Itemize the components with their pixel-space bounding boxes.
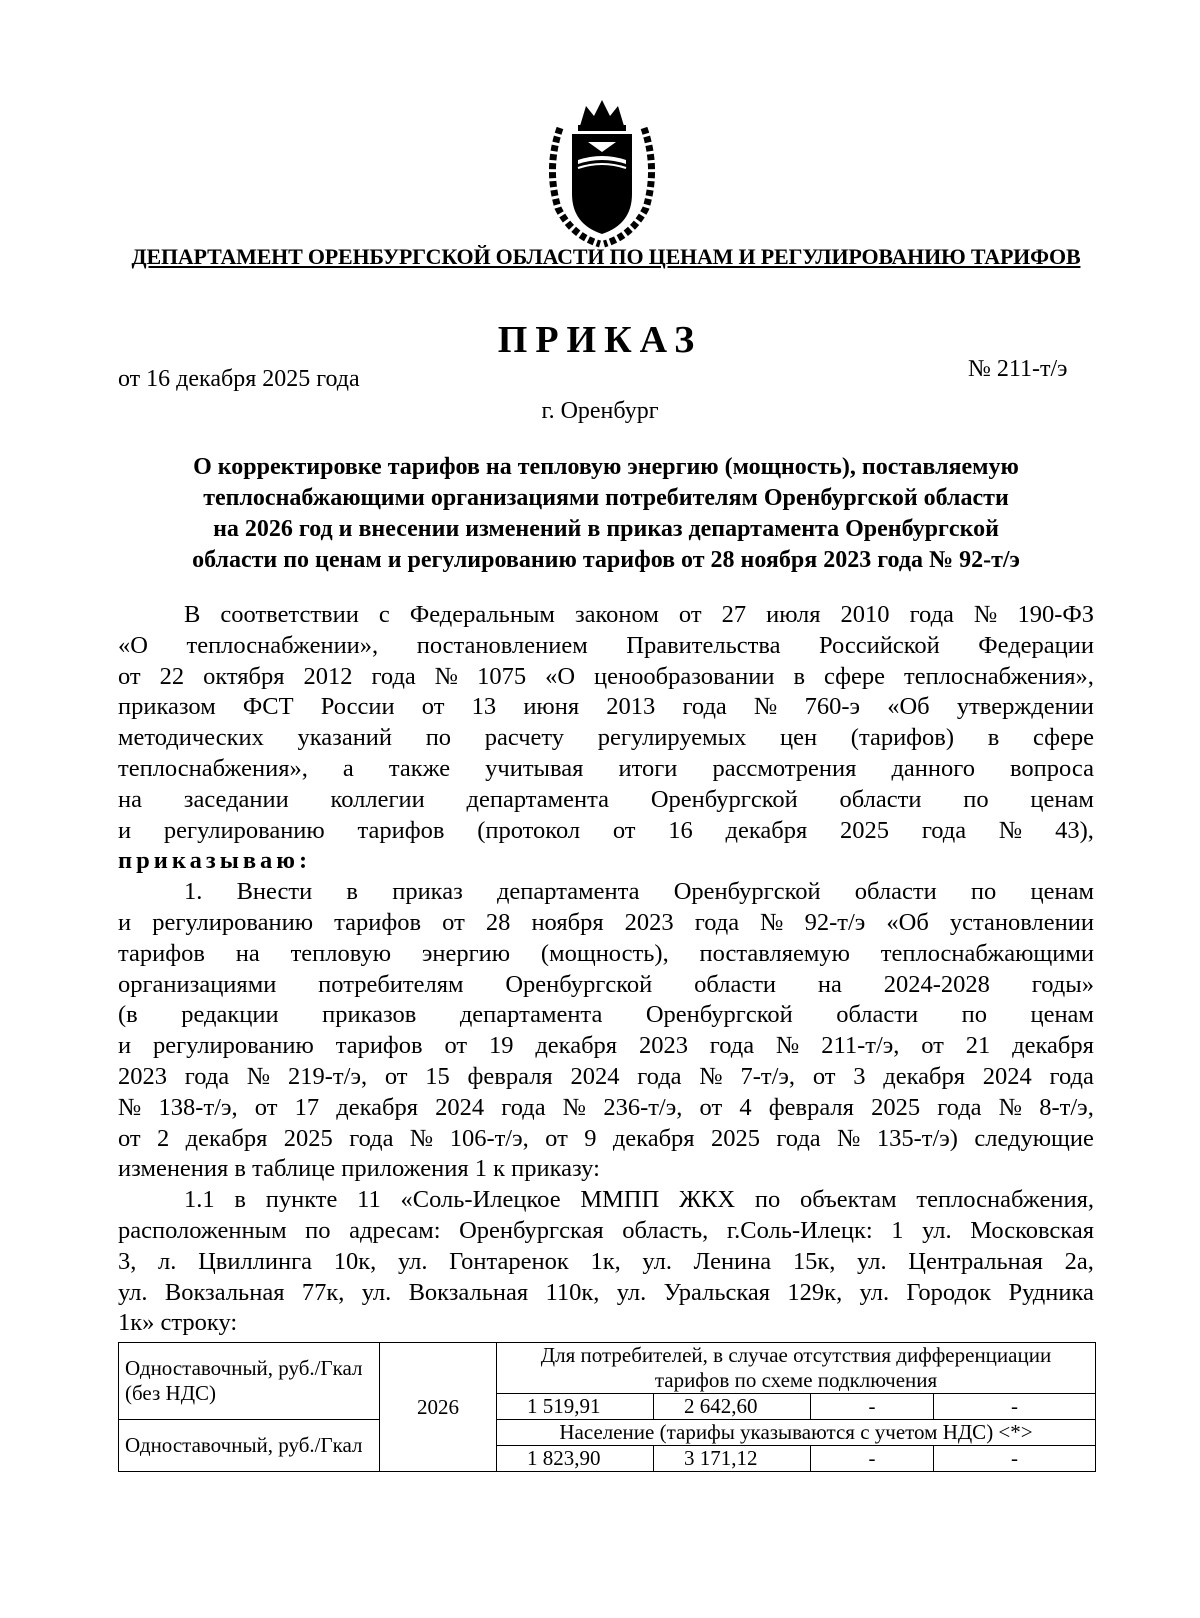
word: 2	[157, 1124, 170, 1152]
word: от	[444, 1032, 468, 1060]
word: ценообразовании	[594, 662, 775, 690]
word: ул.	[118, 1278, 148, 1306]
word: 3	[853, 1062, 866, 1090]
word: №	[699, 1062, 723, 1090]
order-body	[118, 600, 1094, 1339]
word: года	[694, 908, 740, 936]
word: Гонтаренок	[449, 1247, 569, 1275]
word: июля	[766, 601, 821, 628]
paragraph-line	[118, 970, 1094, 1001]
word: 2025	[283, 1124, 333, 1152]
word: утверждении	[956, 693, 1094, 721]
word: от	[612, 816, 636, 844]
word: №	[760, 908, 784, 936]
word: энергию	[421, 939, 511, 967]
word: департамента	[459, 1001, 603, 1029]
word: годы»	[1031, 970, 1094, 998]
word: декабря	[1012, 1032, 1094, 1060]
word: ул.	[922, 1216, 952, 1244]
word: №	[837, 1124, 861, 1152]
word: (тарифов)	[850, 724, 955, 752]
paragraph-line-text: 1к» строку:	[118, 1309, 238, 1337]
word: 2013	[606, 693, 656, 721]
word: Рудника	[1008, 1278, 1094, 1306]
word: №	[998, 1093, 1023, 1121]
word: ул.	[642, 1247, 672, 1275]
word: 129к,	[787, 1278, 843, 1306]
word: 2023	[118, 1062, 167, 1090]
word: декабря	[883, 1062, 965, 1090]
paragraph-line	[118, 908, 1094, 939]
word: 22	[159, 662, 185, 690]
order-city: г. Оренбург	[541, 398, 659, 424]
paragraph-line-text: изменения в таблице приложения 1 к приказу:	[118, 1155, 600, 1183]
word: в	[234, 1186, 246, 1214]
word: департамента	[466, 785, 610, 813]
paragraph-item-1-1	[118, 1185, 1094, 1308]
word: ценам	[1030, 785, 1094, 813]
paragraph-line	[118, 1308, 1094, 1339]
word: редакции	[181, 1001, 279, 1029]
word: по	[961, 1001, 987, 1029]
word: от	[678, 601, 702, 628]
word: от	[118, 662, 141, 690]
subject-line: области по ценам и регулированию тарифов от 28 ноября 2023 года № 92-т/э	[192, 547, 1020, 573]
word: области	[836, 1001, 919, 1029]
word: регулируемых	[597, 724, 747, 752]
word: №	[409, 1124, 434, 1152]
word: Оренбургской	[505, 970, 653, 998]
tariff-value-cell: 3 171,12	[654, 1446, 811, 1472]
word: (в	[118, 1001, 138, 1029]
word: сфере	[1032, 724, 1094, 752]
paragraph-line	[118, 662, 1094, 693]
word: на	[235, 939, 260, 967]
word: сфере	[823, 662, 886, 690]
word: Оренбургской	[645, 1001, 793, 1029]
word: от	[545, 1124, 568, 1152]
word: 110к,	[545, 1278, 600, 1306]
word: 27	[721, 601, 747, 628]
word: №	[434, 662, 459, 690]
word: ММПП	[580, 1186, 660, 1214]
word: адресам:	[349, 1216, 441, 1244]
word: Оренбургской	[673, 878, 821, 906]
paragraph-line	[118, 785, 1094, 816]
paragraph-line	[118, 1000, 1094, 1031]
word: тарифов	[334, 908, 422, 936]
tariff-value-cell: 1 823,90	[497, 1446, 654, 1472]
word: от	[921, 1032, 944, 1060]
word: область,	[622, 1216, 709, 1244]
tariff-table	[118, 1342, 1096, 1472]
paragraph-preamble	[118, 600, 1094, 846]
paragraph-line	[118, 692, 1094, 723]
word: Цвиллинга	[198, 1247, 313, 1275]
paragraph-line	[118, 939, 1094, 970]
word: февраля	[768, 1093, 854, 1121]
word: учитывая	[485, 754, 584, 782]
tariff-value-cell: -	[811, 1394, 934, 1420]
word: Правительства	[626, 631, 781, 659]
word: 19	[488, 1032, 514, 1060]
word: «Соль-Илецкое	[400, 1186, 561, 1214]
word: 1.1	[184, 1186, 215, 1214]
word: в	[346, 878, 358, 906]
word: теплоснабжении»,	[186, 631, 379, 659]
word: от	[442, 908, 465, 936]
tariff-value-cell: 2 642,60	[654, 1394, 811, 1420]
word: 190-ФЗ	[1017, 601, 1094, 628]
word: от	[699, 1093, 723, 1121]
tariff-type-cell: Одноставочный, руб./Гкал (без НДС)	[119, 1343, 380, 1420]
word: по	[754, 1186, 781, 1214]
word: с	[378, 601, 390, 628]
word: 1	[891, 1216, 904, 1244]
word: 138-т/э,	[158, 1093, 238, 1121]
word: области	[854, 878, 937, 906]
word: 2024	[570, 1062, 620, 1090]
word: 2024	[435, 1093, 485, 1121]
word: года	[349, 1124, 394, 1152]
word: 8-т/э,	[1039, 1093, 1094, 1121]
paragraph-line	[118, 1031, 1094, 1062]
word: «Об	[886, 908, 929, 936]
word: 43),	[1055, 816, 1094, 844]
paragraph-line	[118, 877, 1094, 908]
word: регулированию	[152, 1032, 314, 1060]
word: ценам	[1030, 878, 1094, 906]
word: пункте	[265, 1186, 338, 1214]
word: Оренбургская	[459, 1216, 604, 1244]
word: России	[320, 693, 395, 721]
tariff-type-cell: Одноставочный, руб./Гкал	[119, 1420, 380, 1472]
word: 11	[357, 1186, 381, 1214]
word: ЖКХ	[679, 1186, 736, 1214]
word: от	[118, 1124, 141, 1152]
word: (протокол	[477, 816, 581, 844]
word: теплоснабжения»,	[904, 662, 1094, 690]
paragraph-line	[118, 631, 1094, 662]
tariff-value-cell: -	[934, 1446, 1096, 1472]
word: по	[305, 1216, 331, 1244]
word: Федерации	[978, 631, 1094, 659]
word: поставляемую	[699, 939, 850, 967]
word: 1к,	[590, 1247, 621, 1275]
word: вопроса	[1010, 754, 1094, 782]
word: Вокзальная	[408, 1278, 529, 1306]
word: №	[974, 601, 998, 628]
word: 4	[739, 1093, 752, 1121]
word: 1.	[184, 878, 203, 906]
word: Центральная	[908, 1247, 1043, 1275]
word: №	[118, 1093, 142, 1121]
word: по	[425, 724, 452, 752]
consumer-group-header: Для потребителей, в случае отсутствия дифференциации тарифов по схеме подключения	[497, 1343, 1096, 1394]
word: расчету	[484, 724, 565, 752]
word: тарифов	[335, 1032, 423, 1060]
word: тарифов	[118, 939, 205, 967]
subject-line: О корректировке тарифов на тепловую энергию (мощность), поставляемую	[193, 454, 1019, 480]
word: тепловую	[290, 939, 392, 967]
word: объектам	[799, 1186, 897, 1214]
table-row	[119, 1343, 1096, 1394]
word: методических	[118, 724, 264, 752]
word: по	[963, 785, 989, 813]
word: 3,	[118, 1247, 137, 1275]
tariff-value-cell: -	[934, 1394, 1096, 1420]
word: декабря	[612, 1124, 695, 1152]
word: в	[987, 724, 1000, 752]
word: приказ	[392, 878, 463, 906]
paragraph-line	[118, 816, 1094, 847]
word: года	[371, 662, 416, 690]
word: итоги	[618, 754, 678, 782]
word: декабря	[185, 1124, 268, 1152]
word: 21	[965, 1032, 991, 1060]
word: от	[254, 1093, 278, 1121]
word: области	[839, 785, 922, 813]
word: на	[817, 970, 842, 998]
word: Оренбургской	[650, 785, 798, 813]
word: ул.	[859, 1278, 890, 1306]
word: приказом	[118, 693, 216, 721]
word: года	[776, 1124, 821, 1152]
word: №	[775, 1032, 800, 1060]
paragraph-line	[118, 1185, 1094, 1216]
word: ценам	[1030, 1001, 1094, 1029]
word: 135-т/э)	[876, 1124, 958, 1152]
word: Московская	[970, 1216, 1094, 1244]
word: постановлением	[416, 631, 588, 659]
word: цен	[780, 724, 818, 752]
paragraph-line	[118, 600, 1094, 631]
word: на	[118, 785, 142, 813]
word: теплоснабжающими	[880, 939, 1094, 967]
year-cell: 2026	[380, 1343, 497, 1472]
word: 2010	[840, 601, 890, 628]
department-name: ДЕПАРТАМЕНТ ОРЕНБУРГСКОЙ ОБЛАСТИ ПО ЦЕНАМ И РЕГУЛИРОВАНИЮ ТАРИФОВ	[131, 244, 1081, 269]
word: 10к,	[333, 1247, 377, 1275]
word: потребителям	[318, 970, 464, 998]
word: от	[812, 1062, 836, 1090]
word: «О	[545, 662, 576, 690]
word: установлении	[949, 908, 1094, 936]
word: 77к,	[301, 1278, 345, 1306]
word: №	[562, 1093, 587, 1121]
paragraph-line	[118, 723, 1094, 754]
word: Внести	[236, 878, 313, 906]
word: Ленина	[693, 1247, 772, 1275]
document-type: ПРИКАЗ	[497, 319, 703, 361]
word: ноября	[531, 908, 604, 936]
word: июня	[523, 693, 580, 721]
word: а	[342, 754, 354, 782]
word: 15к,	[792, 1247, 836, 1275]
word: №	[754, 693, 778, 721]
word: ул.	[361, 1278, 392, 1306]
tariff-value-cell: 1 519,91	[497, 1394, 654, 1420]
order-subject	[118, 452, 1094, 576]
word: года	[709, 1032, 755, 1060]
word: 17	[294, 1093, 320, 1121]
word: 2025	[840, 816, 890, 844]
word: Уральская	[663, 1278, 771, 1306]
word: ул.	[616, 1278, 647, 1306]
word: 9	[584, 1124, 597, 1152]
paragraph-line	[118, 1216, 1094, 1247]
word: ул.	[857, 1247, 887, 1275]
word: года	[637, 1062, 682, 1090]
table-row	[119, 1420, 1096, 1446]
word: «Об	[887, 693, 930, 721]
word: теплоснабжения,	[916, 1186, 1094, 1214]
order-word-line	[118, 846, 1094, 877]
word: 28	[485, 908, 511, 936]
word: Федеральным	[409, 601, 555, 628]
word: приказов	[322, 1001, 417, 1029]
word: (мощность),	[540, 939, 669, 967]
word: данного	[891, 754, 975, 782]
word: 15	[425, 1062, 450, 1090]
word: 92-т/э	[804, 908, 866, 936]
word: Городок	[906, 1278, 992, 1306]
word: года	[184, 1062, 230, 1090]
word: 2025	[710, 1124, 760, 1152]
word: регулированию	[152, 908, 314, 936]
word: 16	[668, 816, 693, 844]
word: департамента	[496, 878, 640, 906]
word: №	[998, 816, 1023, 844]
paragraph-line	[118, 1247, 1094, 1278]
word: 2024	[982, 1062, 1032, 1090]
word: ул.	[397, 1247, 428, 1275]
word: ФСТ	[242, 693, 294, 721]
word: Вокзальная	[164, 1278, 285, 1306]
word: 236-т/э,	[603, 1093, 683, 1121]
word: от	[384, 1062, 408, 1090]
word: декабря	[725, 816, 808, 844]
paragraph-line	[118, 754, 1094, 785]
word: «О	[118, 631, 148, 659]
word: законом	[574, 601, 659, 628]
word: 1075	[477, 662, 527, 690]
word: заседании	[183, 785, 289, 813]
word: 2025	[871, 1093, 921, 1121]
order-date: от 16 декабря 2025 года	[118, 366, 360, 392]
word: февраля	[467, 1062, 553, 1090]
word: года	[937, 1093, 982, 1121]
word: и	[118, 908, 132, 936]
word: от	[421, 693, 445, 721]
word: расположенным	[118, 1216, 287, 1244]
orenburg-coat-of-arms-icon	[542, 98, 662, 248]
word: 106-т/э,	[449, 1124, 529, 1152]
order-word: приказываю:	[118, 847, 312, 875]
word: указаний	[297, 724, 393, 752]
word: 2а,	[1064, 1247, 1094, 1275]
word: декабря	[336, 1093, 418, 1121]
word: 2023	[638, 1032, 688, 1060]
word: октября	[203, 662, 285, 690]
word: года	[921, 816, 967, 844]
word: г.Соль-Илецк:	[726, 1216, 873, 1244]
word: В	[184, 601, 201, 628]
word: в	[793, 662, 806, 690]
word: года	[909, 601, 954, 628]
paragraph-line	[118, 1093, 1094, 1124]
word: 760-э	[804, 693, 861, 721]
word: 2023	[624, 908, 674, 936]
word: следующие	[974, 1124, 1094, 1152]
word: 7-т/э,	[740, 1062, 796, 1090]
word: организациями	[118, 970, 277, 998]
paragraph-line	[118, 1124, 1094, 1155]
word: 13	[471, 693, 497, 721]
word: декабря	[535, 1032, 618, 1060]
word: 211-т/э,	[821, 1032, 900, 1060]
word: и	[118, 1032, 132, 1060]
word: и	[118, 816, 132, 844]
word: года	[682, 693, 727, 721]
word: тарифов	[357, 816, 445, 844]
order-number: № 211-т/э	[968, 356, 1068, 382]
word: №	[246, 1062, 271, 1090]
subject-line: теплоснабжающими организациями потребителям Оренбургской области	[203, 485, 1009, 511]
word: области	[694, 970, 777, 998]
word: 2012	[303, 662, 353, 690]
word: рассмотрения	[712, 754, 857, 782]
word: теплоснабжения»,	[118, 754, 308, 782]
consumer-group-header: Население (тарифы указываются с учетом НДС) <*>	[497, 1420, 1096, 1446]
word: также	[388, 754, 451, 782]
paragraph-line	[118, 1062, 1094, 1093]
word: года	[501, 1093, 546, 1121]
paragraph-item-1	[118, 877, 1094, 1154]
word: регулированию	[163, 816, 325, 844]
word: л.	[158, 1247, 177, 1275]
word: коллегии	[330, 785, 425, 813]
word: 2024-2028	[883, 970, 990, 998]
word: года	[1049, 1062, 1094, 1090]
paragraph-line	[118, 1154, 1094, 1185]
paragraph-line	[118, 1278, 1094, 1309]
subject-line: на 2026 год и внесении изменений в приказ департамента Оренбургской	[213, 516, 999, 542]
word: 219-т/э,	[288, 1062, 368, 1090]
tariff-value-cell: -	[811, 1446, 934, 1472]
word: соответствии	[220, 601, 359, 628]
word: по	[970, 878, 997, 906]
word: Российской	[819, 631, 940, 659]
